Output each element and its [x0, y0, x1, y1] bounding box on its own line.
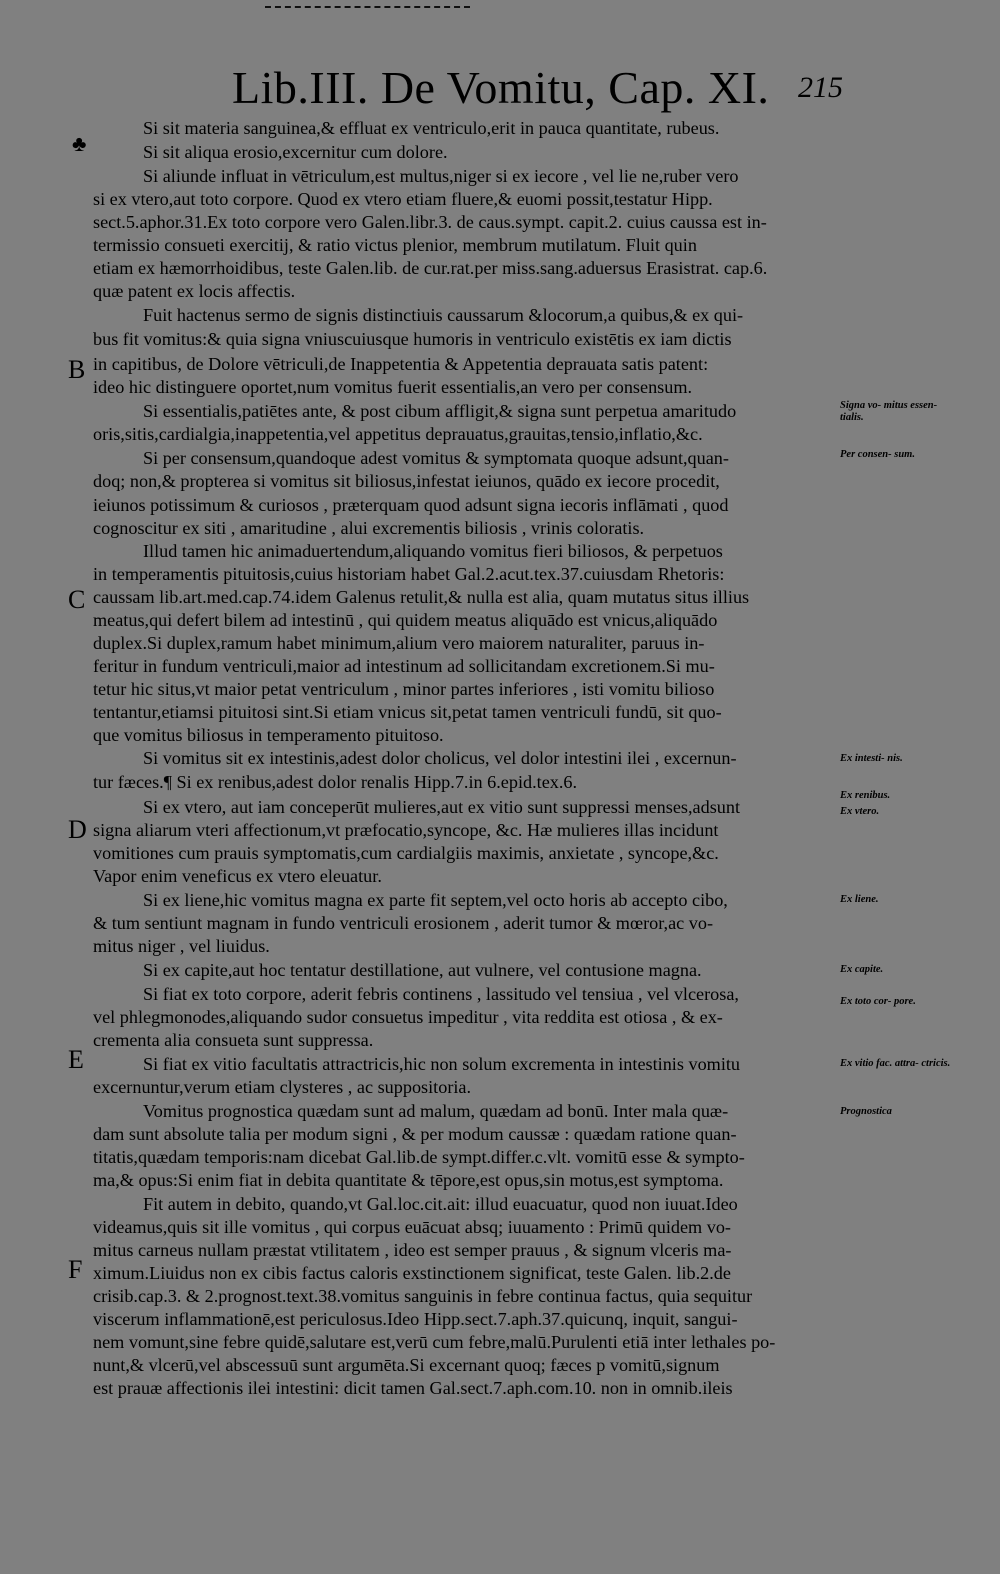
- text-line: que vomitus biliosus in temperamento pituitoso.: [93, 725, 444, 745]
- text-line: Si vomitus sit ex intestinis,adest dolor cholicus, vel dolor intestini ilei , excernun-: [143, 748, 737, 768]
- text-line: Si sit aliqua erosio,excernitur cum dolore.: [143, 142, 448, 162]
- text-line: Si sit materia sanguinea,& effluat ex ventriculo,erit in pauca quantitate, rubeus.: [143, 118, 720, 138]
- section-letter: B: [68, 355, 86, 384]
- text-line: videamus,quis sit ille vomitus , qui corpus euācuat absq; iuuamento : Primū quidem vo-: [93, 1217, 731, 1237]
- text-line: Si ex vtero, aut iam conceperūt mulieres,aut ex vitio sunt suppressi menses,adsunt: [143, 797, 741, 817]
- text-line: feritur in fundum ventriculi,maior ad intestinum ad sollicitandam excretionem.Si mu-: [93, 656, 715, 676]
- text-line: etiam ex hæmorrhoidibus, teste Galen.lib. de cur.rat.per miss.sang.aduersus Erasistrat. cap.6.: [93, 258, 768, 278]
- marginal-note: Ex toto cor- pore.: [840, 996, 916, 1007]
- text-line: meatus,qui defert bilem ad intestinū , qui quidem meatus aliquādo est vnicus,aliquādo: [93, 610, 718, 630]
- text-line: signa aliarum vteri affectionum,vt præfocatio,syncope, &c. Hæ mulieres illas incidunt: [93, 820, 719, 840]
- text-line: nem vomunt,sine febre quidē,salutare est,verū cum febre,malū.Purulenti etiā inter lethales po-: [93, 1332, 776, 1352]
- marginal-note: Ex liene.: [840, 894, 879, 905]
- ornament-glyph: ♣: [72, 131, 87, 156]
- text-line: crisib.cap.3. & 2.prognost.text.38.vomitus sanguinis in febre continua factus, quia sequitur: [93, 1286, 753, 1306]
- text-line: tentantur,etiamsi pituitosi sint.Si etiam vnicus sit,petat tamen ventriculi fundū, sit quo-: [93, 702, 722, 722]
- text-line: Si fiat ex vitio facultatis attractricis,hic non solum excrementa in intestinis vomitu: [143, 1054, 741, 1074]
- text-line: in capitibus, de Dolore vētriculi,de Inappetentia & Appetentia deprauata satis patent:: [93, 354, 709, 374]
- text-line: Si fiat ex toto corpore, aderit febris continens , lassitudo vel tensiua , vel vlcerosa,: [143, 984, 739, 1004]
- text-line: vel phlegmonodes,aliquando sudor consuetus impeditur , vita reddita est otiosa , & ex-: [93, 1007, 723, 1027]
- marginal-note: Ex intesti- nis.: [840, 753, 903, 764]
- text-line: quæ patent ex locis affectis.: [93, 281, 296, 301]
- text-line: mitus carneus nullam præstat vtilitatem , ideo est semper prauus , & signum vlceris ma-: [93, 1240, 732, 1260]
- marginal-note: Ex vtero.: [840, 806, 880, 817]
- text-line: oris,sitis,cardialgia,inappetentia,vel appetitus deprauatus,grauitas,tensio,inflatio,&c.: [93, 424, 703, 444]
- text-line: bus fit vomitus:& quia signa vniuscuiusque humoris in ventriculo existētis ex iam dictis: [93, 329, 732, 349]
- text-line: Si aliunde influat in vētriculum,est multus,niger si ex iecore , vel lie ne,ruber vero: [143, 166, 739, 186]
- section-letter: C: [68, 585, 86, 614]
- text-line: viscerum inflammationē,est periculosus.Ideo Hipp.sect.7.aph.37.quicunq, inquit, sangui-: [93, 1309, 738, 1329]
- text-line: nunt,& vlcerū,vel abscessuū sunt argumēta.Si excernant quoq; fæces p vomitū,signum: [93, 1355, 720, 1375]
- marginal-note: Prognostica: [840, 1106, 892, 1117]
- marginal-note: Per consen- sum.: [840, 449, 915, 460]
- text-line: est prauæ affectionis ilei intestini: dicit tamen Gal.sect.7.aph.com.10. non in omnib.ileis: [93, 1378, 733, 1398]
- text-line: ieiunos potissimum & curiosos , præterquam quod adsunt signa iecoris inflāmati , quod: [93, 495, 729, 515]
- text-line: duplex.Si duplex,ramum habet minimum,alium vero maiorem naturaliter, paruus in-: [93, 633, 705, 653]
- section-letter: E: [68, 1045, 84, 1074]
- text-line: Illud tamen hic animaduertendum,aliquando vomitus fieri biliosos, & perpetuos: [143, 541, 723, 561]
- text-line: Vomitus prognostica quædam sunt ad malum, quædam ad bonū. Inter mala quæ-: [143, 1101, 729, 1121]
- text-line: Si per consensum,quandoque adest vomitus & symptomata quoque adsunt,quan-: [143, 448, 729, 468]
- marginal-note: Signa vo- mitus essen- tialis.: [840, 400, 938, 423]
- marginal-note: Ex capite.: [840, 964, 884, 975]
- text-line: caussam lib.art.med.cap.74.idem Galenus retulit,& nulla est alia, quam mutatus situs illius: [93, 587, 750, 607]
- text-line: Fit autem in debito, quando,vt Gal.loc.cit.ait: illud euacuatur, quod non iuuat.Ideo: [143, 1194, 738, 1214]
- text-line: vomitiones cum prauis symptomatis,cum cardialgiis maximis, anxietate , syncope,&c.: [93, 843, 719, 863]
- text-line: ideo hic distinguere oportet,num vomitus fuerit essentialis,an vero per consensum.: [93, 377, 693, 397]
- marginal-note: Ex vitio fac. attra- ctricis.: [840, 1058, 951, 1069]
- page-number: 215: [798, 71, 843, 104]
- section-letter: F: [68, 1255, 83, 1284]
- text-line: Si essentialis,patiētes ante, & post cibum affligit,& signa sunt perpetua amaritudo: [143, 401, 737, 421]
- text-line: doq; non,& propterea si vomitus sit biliosus,infestat ieiunos, quādo ex iecore procedit,: [93, 471, 720, 491]
- text-line: ximum.Liuidus non ex cibis factus caloris exstinctionem significat, teste Galen. lib.2.de: [93, 1263, 731, 1283]
- text-line: sect.5.aphor.31.Ex toto corpore vero Galen.libr.3. de caus.sympt. capit.2. cuius caussa est in-: [93, 212, 767, 232]
- text-line: termissio consueti exercitij, & ratio victus plenior, membrum mutilatum. Fluit quin: [93, 235, 697, 255]
- text-line: cognoscitur ex siti , amaritudine , alui excrementis biliosis , vrinis coloratis.: [93, 518, 645, 538]
- text-line: Fuit hactenus sermo de signis distinctiuis caussarum &locorum,a quibus,& ex qui-: [143, 305, 744, 325]
- running-head-title: Lib.III. De Vomitu, Cap. XI.: [232, 62, 770, 113]
- text-line: Si ex capite,aut hoc tentatur destillatione, aut vulnere, vel contusione magna.: [143, 960, 702, 980]
- text-line: si ex vtero,aut toto corpore. Quod ex vtero etiam fluere,& euomi possit,testatur Hipp.: [93, 189, 713, 209]
- text-line: tur fæces.¶ Si ex renibus,adest dolor renalis Hipp.7.in 6.epid.tex.6.: [93, 772, 578, 792]
- text-line: crementa alia consueta sunt suppressa.: [93, 1030, 374, 1050]
- top-rule: [265, 6, 470, 8]
- text-line: dam sunt absolute talia per modum signi , & per modum caussæ : quædam ratione quan-: [93, 1124, 737, 1144]
- marginal-note: Ex renibus.: [840, 790, 891, 801]
- text-line: ma,& opus:Si enim fiat in debita quantitate & tēpore,est opus,sin motus,est symptoma.: [93, 1170, 724, 1190]
- text-line: mitus niger , vel liuidus.: [93, 936, 270, 956]
- text-line: & tum sentiunt magnam in fundo ventriculi erosionem , aderit tumor & mœror,ac vo-: [93, 913, 714, 933]
- text-line: in temperamentis pituitosis,cuius historiam habet Gal.2.acut.tex.37.cuiusdam Rhetoris:: [93, 564, 725, 584]
- text-line: titatis,quædam temporis:nam dicebat Gal.lib.de sympt.differ.c.vlt. vomitū esse & sympto-: [93, 1147, 745, 1167]
- text-line: Vapor enim veneficus ex vtero eleuatur.: [93, 866, 382, 886]
- section-letter: D: [68, 815, 87, 844]
- text-line: tetur hic situs,vt maior petat ventriculum , minor partes inferiores , isti vomitu bilioso: [93, 679, 715, 699]
- text-line: excernuntur,verum etiam clysteres , ac suppositoria.: [93, 1077, 472, 1097]
- text-line: Si ex liene,hic vomitus magna ex parte fit septem,vel octo horis ab accepto cibo,: [143, 890, 728, 910]
